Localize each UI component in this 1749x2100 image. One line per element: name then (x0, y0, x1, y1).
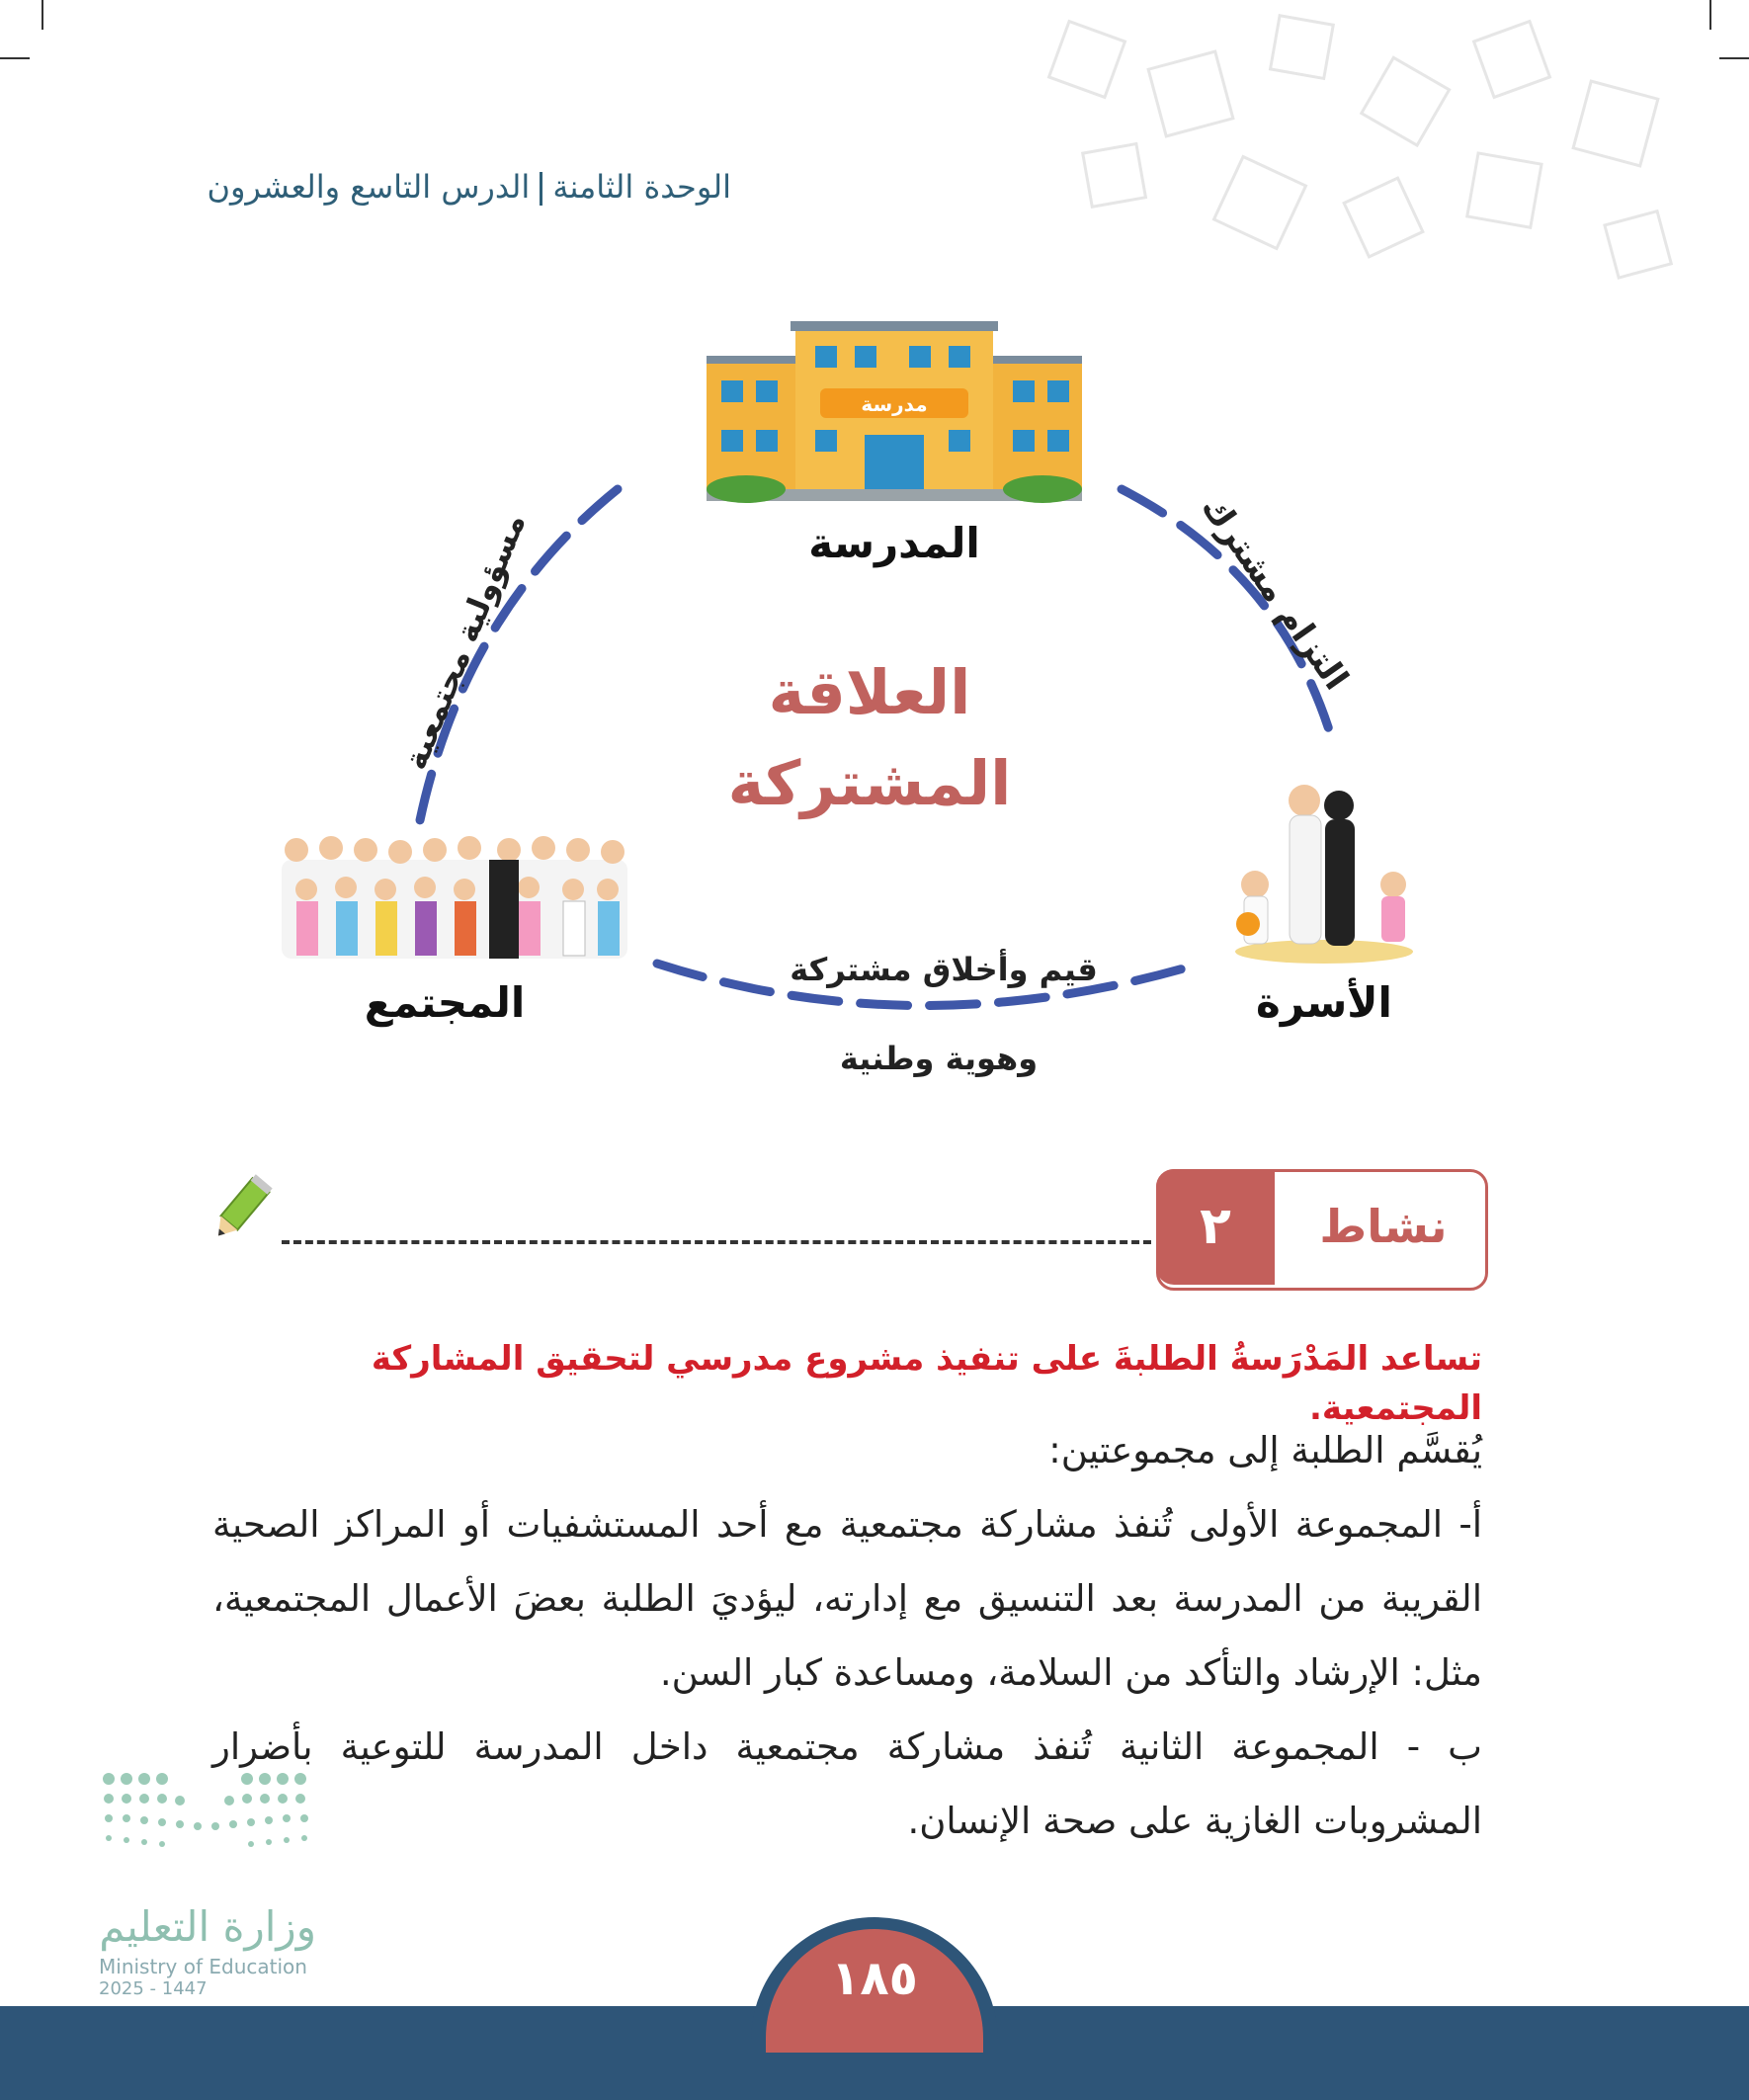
page-number: ١٨٥ (766, 1929, 983, 2053)
edge-label-national-identity: وهوية وطنية (839, 1040, 1039, 1077)
school-illustration (707, 321, 1082, 504)
school-sign-text: مدرسة (861, 392, 928, 416)
activity-group-b: ب - المجموعة الثانية تُنفذ مشاركة مجتمعية داخل المدرسة للتوعية بأضرار المشروبات الغازية على صحة الإنسان. (212, 1725, 1482, 1842)
ministry-name-en: Ministry of Education (99, 1955, 307, 1978)
activity-goal: تساعد المَدْرَسةُ الطلبةَ على تنفيذ مشروع مدرسي لتحقيق المشاركة المجتمعية. (371, 1339, 1482, 1428)
ministry-name-ar: وزارة التعليم (99, 1902, 316, 1951)
community-illustration (277, 830, 637, 968)
activity-body (212, 1413, 1482, 1858)
center-title-line1: العلاقة (768, 656, 971, 728)
pencil-icon (208, 1174, 277, 1248)
school-label: المدرسة (808, 519, 980, 567)
edge-label-shared-values: قيم وأخلاق مشتركة (790, 951, 1098, 988)
center-title-line2: المشتركة (727, 747, 1012, 819)
edge-label-community-responsibility: مسؤولية مجتمعية (395, 507, 534, 776)
activity-number: ٢ (1156, 1169, 1275, 1285)
edition-year: 2025 - 1447 (99, 1978, 208, 1999)
activity-group-a: أ- المجموعة الأولى تُنفذ مشاركة مجتمعية مع أحد المستشفيات أو المراكز الصحية القريبة من المدرسة بعد التنسيق مع إدارته، ليؤديَ الطلبة بعضَ الأعمال المجتمعية، مثل: الإرشاد والتأكد من السلامة، ومساعدة كبار السن. (212, 1503, 1482, 1694)
activity-intro: يُقسَّم الطلبة إلى مجموعتين: (1048, 1429, 1482, 1471)
community-label: المجتمع (364, 978, 526, 1027)
family-illustration (1230, 776, 1413, 964)
diagram-center-title (672, 647, 1067, 829)
unit-title: الوحدة الثامنة (552, 168, 731, 206)
ministry-logo-icon (99, 1769, 316, 1878)
activity-label: نشاط (1319, 1200, 1448, 1253)
edge-label-shared-commitment: التزام مشترك (1193, 488, 1357, 698)
lesson-title: الدرس التاسع والعشرون (207, 168, 531, 206)
family-label: الأسرة (1256, 978, 1392, 1027)
activity-dashed-divider (282, 1240, 1151, 1244)
